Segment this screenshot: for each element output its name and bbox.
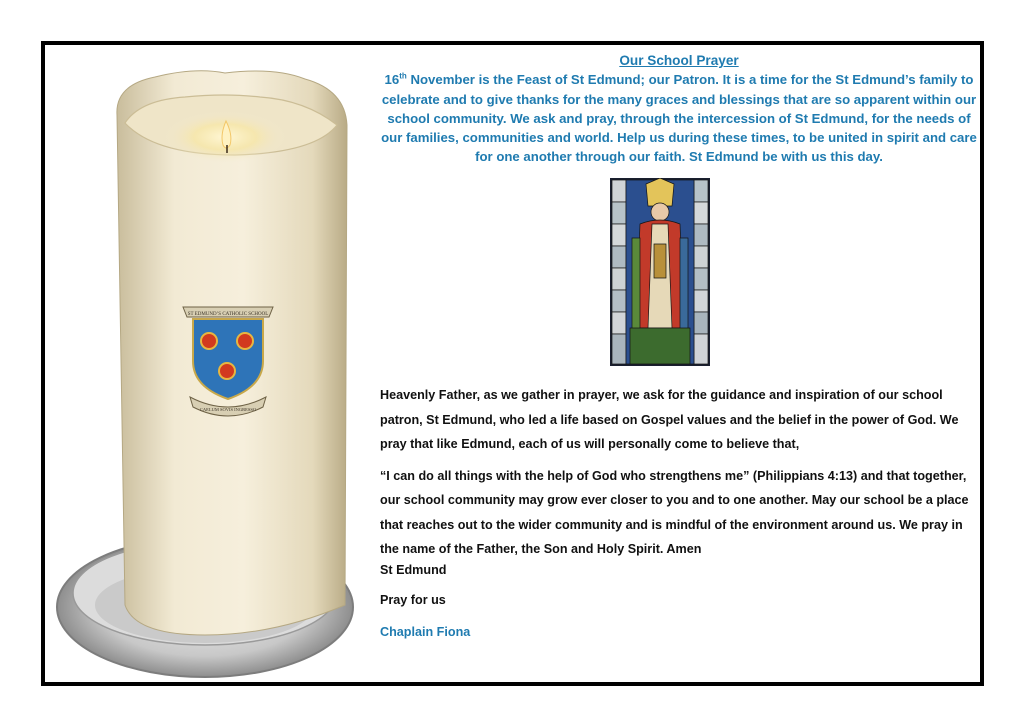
intro-paragraph [378,70,980,166]
page-title: Our School Prayer [619,53,739,68]
prayer-header [378,51,980,167]
chaplain-signature: Chaplain Fiona [380,625,471,639]
crest-school-name: ST EDMUND’S CATHOLIC SCHOOL [187,312,269,317]
invocation-line-2: Pray for us [380,593,446,607]
candle-image [45,45,385,682]
crest-motto: CAELUM SOVIS INGRESSO [199,407,257,412]
prayer-paragraph-1: Heavenly Father, as we gather in prayer, we ask for the guidance and inspiration of our school patron, St Edmund, who led a life based on Gospel values and the belief in the power of God. We pray that like Edmund, each of us will personally come to believe that, [380,388,959,451]
prayer-paragraph-2: “I can do all things with the help of God who strengthens me” (Philippians 4:13) and that together, our school community may grow ever closer to you and to one another. May our school be a place that reaches out to the wider community and is mindful of the environment around us. We pray in the name of the Father, the Son and Holy Spirit. Amen [380,468,969,556]
intro-text: November is the Feast of St Edmund; our Patron. It is a time for the St Edmund’s family to celebrate and to give thanks for the many graces and blessings that are so apparent within our school community. We ask and pray, through the intercession of St Edmund, for the needs of our families, communities and world. Help us during these times, to be united in spirit and care for one another through our faith. St Edmund be with us this day. [381,72,977,165]
intro-day: 16 [384,72,400,88]
school-crest [183,307,273,416]
prayer-sheet-frame [41,41,984,686]
prayer-body [380,383,976,562]
invocation-line-1: St Edmund [380,563,447,577]
intro-day-suffix: th [399,71,407,81]
stained-glass-image [610,178,710,366]
